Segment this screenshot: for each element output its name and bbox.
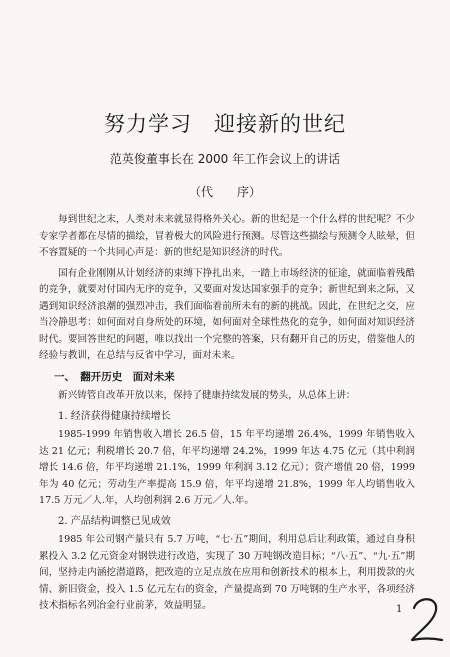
- handwritten-mark: [408, 594, 444, 646]
- subsection-heading-1: 1. 经济获得健康持续增长: [58, 410, 171, 422]
- document-body: [39, 212, 415, 619]
- section-intro: 新兴铸管自改革开放以来，保持了健康持续发展的势头，从总体上讲：: [58, 390, 356, 401]
- document-subtitle: 范英俊董事长在 2000 年工作会议上的讲话: [109, 152, 341, 166]
- preface-label: （代 序）: [188, 185, 261, 199]
- paragraph-intro: 每到世纪之末，人类对未来就显得格外关心。新的世纪是一个什么样的世纪呢？不少专家学者都在尽情的描绘，冒着极大的风险进行预测。尽管这些描绘与预测令人眩晕，但不容置疑的一个共同心声是：新的世纪是知识经济的时代。: [39, 214, 415, 258]
- subsection-heading-2: 2. 产品结构调整已见成效: [58, 515, 171, 527]
- document-title: 努力学习 迎接新的世纪: [104, 112, 346, 136]
- subsection-paragraph-1: 1985-1999 年销售收入增长 26.5 倍，15 年平均递增 26.4%，1999 年销售收入达 21 亿元；利税增长 20.7 倍，年平均递增 24.2%，1999 年达 4.75 亿元（其中利润增长 14.6 倍，年平均递增 21.1%，1999 年利润 3.12 亿元）；资产增值 20 倍，1999 年为 40 亿元；劳动生产率提高 15.9 倍，年平均递增 21.8%，1999 年人均销售收入 17.5 万元／人.年，人均创利润 2.6 万元／人.年。: [39, 429, 415, 506]
- subsection-paragraph-2: 1985 年公司钢产量只有 5.7 万吨，“七·五”期间，利用总后让利政策，通过自身积累投入 3.2 亿元资金对钢铁进行改造，实现了 30 万吨钢改造目标；“八·五”、“九·五”期间，坚持走内涵挖潜道路，把改造的立足点放在应用和创新技术的根本上，利用拨款的火情、新旧资金，投入 1.5 亿元左右的资金，产量提高到 70 万吨钢的生产水平，各项经济技术指标名列冶金行业前茅，效益明显。: [39, 534, 415, 611]
- section-heading: 一、 翻开历史 面对未来: [54, 370, 175, 383]
- paragraph-challenge: 国有企业刚刚从计划经济的束缚下挣扎出来，一踏上市场经济的征途，就面临着残酷的竞争，就要对付国内无序的竞争，又要面对发达国家强手的竞争；新世纪到来之际，又遇到知识经济浪潮的强烈冲击，我们面临着前所未有的新的挑战。因此，在世纪之交，应当冷静思考：如何面对自身所处的环境，如何面对全球性热化的竞争，如何面对知识经济时代。要回答世纪的问题，唯以找出一个完整的答案，只有翻开自己的历史，借鉴他人的经验与教训，在总结与反省中学习，面对未来。: [39, 267, 415, 361]
- page-number: 1: [396, 604, 403, 615]
